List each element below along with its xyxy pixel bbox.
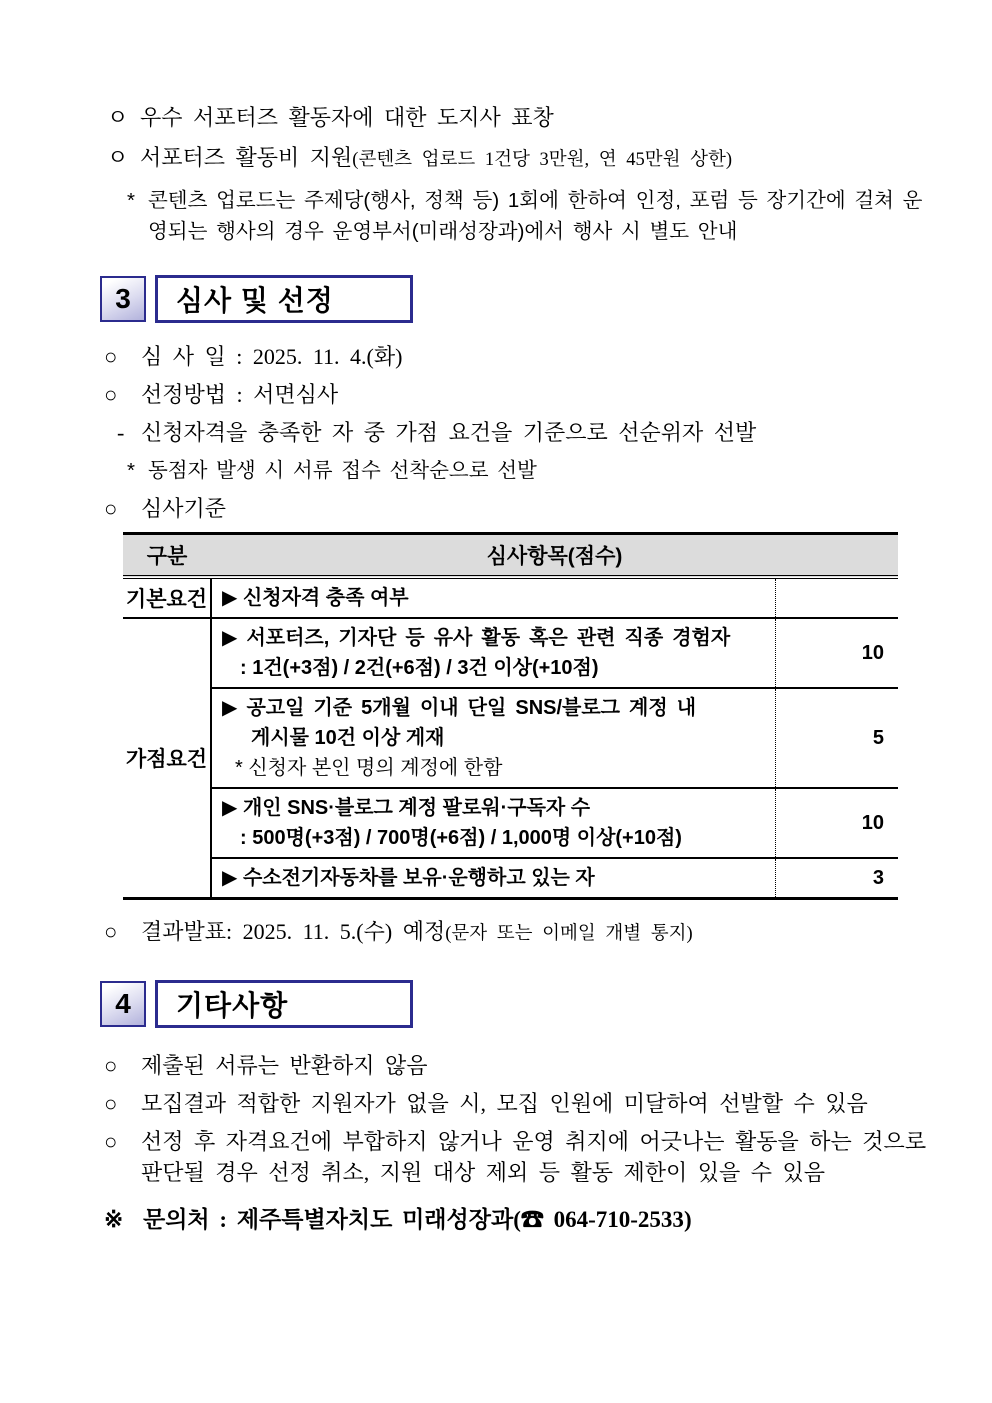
section-4-number-badge: 4 xyxy=(100,981,146,1027)
table-row-basic xyxy=(123,577,898,618)
reference-mark: ※ xyxy=(104,1207,124,1232)
criteria-label-text: 심사기준 xyxy=(141,496,227,521)
selection-method-text: 선정방법 : 서면심사 xyxy=(141,382,339,407)
item-line: 게시물 10건 이상 게재 xyxy=(251,727,445,749)
circle-bullet: ㅇ xyxy=(107,145,129,170)
asterisk-bullet: * xyxy=(127,459,135,482)
item-cell xyxy=(211,577,776,618)
circle-bullet: ○ xyxy=(104,1129,118,1154)
asterisk-bullet: * xyxy=(127,189,135,212)
circle-bullet: ㅇ xyxy=(107,105,129,130)
item-line: ▶ 개인 SNS·블로그 계정 팔로워·구독자 수 xyxy=(222,797,591,819)
revocation-text: 선정 후 자격요건에 부합하지 않거나 운영 취지에 어긋나는 활동을 하는 것으로 판단될 경우 선정 취소, 지원 대상 제외 등 활동 제한이 있을 수 있음 xyxy=(141,1129,927,1185)
selection-rule-text: 신청자격을 충족한 자 중 가점 요건을 기준으로 선순위자 선발 xyxy=(141,420,757,445)
item-line: ▶ 신청자격 충족 여부 xyxy=(222,587,409,609)
table-header-row xyxy=(123,534,898,578)
table-row-bonus-followers xyxy=(123,788,898,858)
intro-item-text: 서포터즈 활동비 지원 xyxy=(140,145,353,170)
item-line: ▶ 공고일 기준 5개월 이내 단일 SNS/블로그 계정 내 xyxy=(222,697,697,719)
col-header-category: 구분 xyxy=(123,534,211,578)
circle-bullet: ○ xyxy=(104,919,118,944)
review-date-item xyxy=(100,341,940,372)
intro-item-commendation xyxy=(100,102,940,133)
revocation-item xyxy=(100,1126,940,1188)
phone-icon: ☎ xyxy=(520,1207,544,1232)
contact-note xyxy=(100,1204,940,1236)
intro-item-paren: (콘텐츠 업로드 1건당 3만원, 연 45만원 상한) xyxy=(352,150,733,170)
score-cell: 5 xyxy=(776,688,898,788)
item-cell xyxy=(211,788,776,858)
section-4-header xyxy=(100,980,940,1028)
paren-close: ) xyxy=(683,1207,692,1232)
section-4-title: 기타사항 xyxy=(155,980,413,1028)
shortfall-text: 모집결과 적합한 지원자가 없을 시, 모집 인원에 미달하여 선발할 수 있음 xyxy=(141,1091,868,1116)
intro-item-activity-fee xyxy=(100,142,940,176)
item-line: : 500명(+3점) / 700명(+6점) / 1,000명 이상(+10점) xyxy=(240,827,682,849)
section-3-title: 심사 및 선정 xyxy=(155,275,413,323)
circle-bullet: ○ xyxy=(104,1053,118,1078)
score-cell xyxy=(776,577,898,618)
review-date-text: 심 사 일 : 2025. 11. 4.(화) xyxy=(141,344,403,369)
tiebreak-note-text: 동점자 발생 시 서류 접수 선착순으로 선발 xyxy=(148,459,537,482)
circle-bullet: ○ xyxy=(104,382,118,407)
section-3-header xyxy=(100,275,940,323)
result-announcement-text: 결과발표: 2025. 11. 5.(수) 예정 xyxy=(141,919,446,944)
circle-bullet: ○ xyxy=(104,1091,118,1116)
intro-item-text: 우수 서포터즈 활동자에 대한 도지사 표창 xyxy=(140,105,554,130)
dash-bullet: - xyxy=(117,420,125,445)
no-return-item xyxy=(100,1050,940,1081)
intro-note-text: 콘텐츠 업로드는 주제당(행사, 정책 등) 1회에 한하여 인정, 포럼 등 장기간에 걸쳐 운영되는 행사의 경우 운영부서(미래성장과)에서 행사 시 별도 안내 xyxy=(148,189,923,243)
table-row-bonus-experience xyxy=(123,618,898,688)
score-cell: 10 xyxy=(776,618,898,688)
item-line: ▶ 서포터즈, 기자단 등 유사 활동 혹은 관련 직종 경험자 xyxy=(222,627,731,649)
section-3-number-badge: 3 xyxy=(100,276,146,322)
item-line: : 1건(+3점) / 2건(+6점) / 3건 이상(+10점) xyxy=(240,657,599,679)
contact-phone: 064-710-2533 xyxy=(553,1207,684,1232)
score-cell: 3 xyxy=(776,858,898,899)
result-announcement-paren: (문자 또는 이메일 개별 통지) xyxy=(445,924,693,944)
result-announcement-item xyxy=(100,916,940,950)
col-header-criteria: 심사항목(점수) xyxy=(211,534,898,578)
selection-method-item xyxy=(100,379,940,410)
score-cell: 10 xyxy=(776,788,898,858)
criteria-label-item xyxy=(100,493,940,524)
table-row-bonus-posts xyxy=(123,688,898,788)
circle-bullet: ○ xyxy=(104,496,118,521)
table-row-bonus-hydrogen-car xyxy=(123,858,898,899)
category-cell: 가점요건 xyxy=(123,618,211,899)
item-cell xyxy=(211,618,776,688)
paren-open: ( xyxy=(513,1207,521,1232)
shortfall-item xyxy=(100,1088,940,1119)
category-cell: 기본요건 xyxy=(123,577,211,618)
item-line: * 신청자 본인 명의 계정에 한함 xyxy=(235,757,503,779)
contact-label: 문의처 : 제주특별자치도 미래성장과 xyxy=(143,1207,514,1232)
no-return-text: 제출된 서류는 반환하지 않음 xyxy=(141,1053,428,1078)
circle-bullet: ○ xyxy=(104,344,118,369)
criteria-table xyxy=(123,532,898,900)
item-cell xyxy=(211,688,776,788)
selection-rule-item xyxy=(100,417,940,448)
item-line: ▶ 수소전기자동차를 보유·운행하고 있는 자 xyxy=(222,867,595,889)
intro-note-upload-rule xyxy=(100,185,940,247)
tiebreak-note-item xyxy=(100,455,940,486)
item-cell xyxy=(211,858,776,899)
